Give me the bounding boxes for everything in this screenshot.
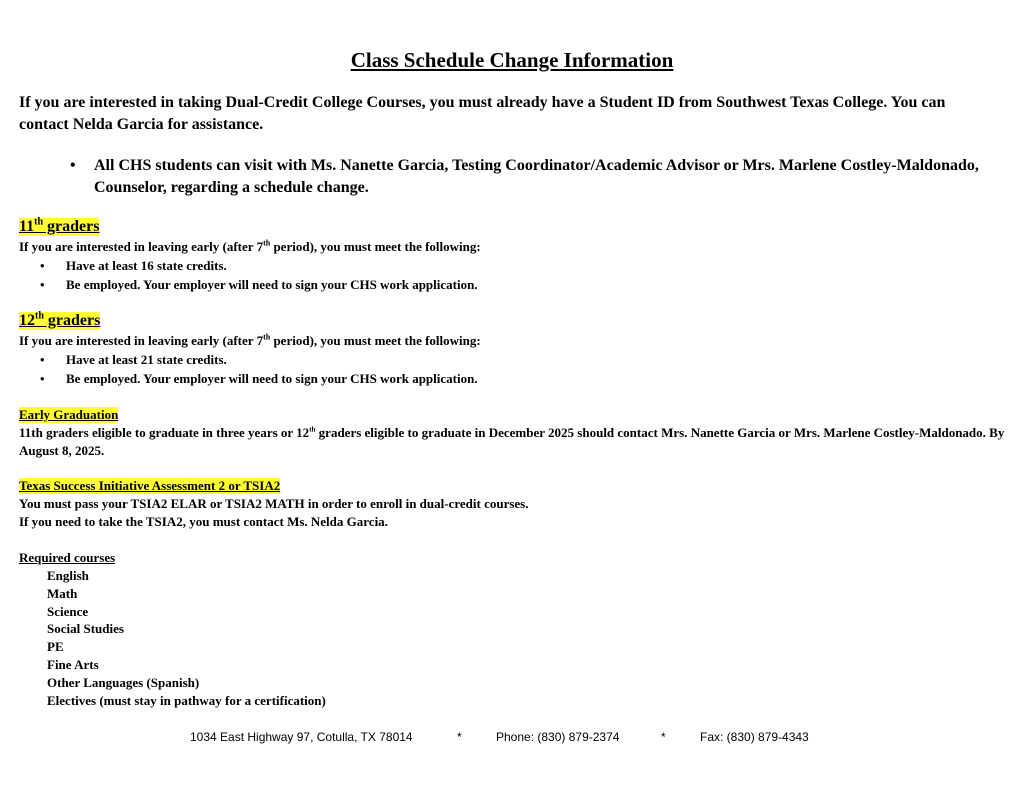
grade12-bullet-employed: • Be employed. Your employer will need to sign your CHS work application.	[40, 371, 478, 386]
grade11-bullet-employed: • Be employed. Your employer will need to sign your CHS work application.	[40, 277, 478, 292]
course-social-studies: Social Studies	[47, 621, 124, 637]
grade12-bullet-credits: • Have at least 21 state credits.	[40, 352, 227, 367]
tsia2-line-2: If you need to take the TSIA2, you must contact Ms. Nelda Garcia.	[19, 514, 388, 529]
course-pe: PE	[47, 639, 64, 655]
early-graduation-heading: Early Graduation	[19, 407, 119, 422]
schedule-change-text: All CHS students can visit with Ms. Nanette Garcia, Testing Coordinator/Academic Advisor or Mrs. Marlene Costley-Maldonado, Counselor, regarding a schedule change.	[94, 157, 979, 196]
course-other-languages: Other Languages (Spanish)	[47, 674, 200, 690]
grade12-requirement-line: If you are interested in leaving early (after 7th period), you must meet the following:	[19, 332, 481, 348]
early-graduation-text: 11th graders eligible to graduate in three years or 12th graders eligible to graduate in December 2025 should contact Mrs. Nanette Garcia or Mrs. Marlene Costley-Maldonado. By August 8, 2025.	[19, 425, 1005, 458]
required-courses-heading: Required courses	[19, 550, 116, 565]
course-math: Math	[47, 585, 78, 601]
page-title: Class Schedule Change Information	[350, 48, 674, 72]
grade12-heading: 12th graders	[19, 310, 101, 329]
footer-separator: *	[661, 730, 666, 744]
tsia2-heading: Texas Success Initiative Assessment 2 or TSIA2	[19, 478, 281, 493]
footer-separator: *	[457, 730, 462, 744]
bullet-icon: •	[40, 277, 45, 292]
bullet-icon: •	[70, 157, 76, 174]
required-courses-list	[47, 567, 326, 709]
course-science: Science	[47, 603, 89, 619]
intro-paragraph: If you are interested in taking Dual-Credit College Courses, you must already have a Student ID from Southwest Texas College. You can contact Nelda Garcia for assistance.	[19, 94, 946, 133]
bullet-icon: •	[40, 352, 45, 367]
footer-phone: Phone: (830) 879-2374	[496, 730, 620, 744]
grade11-heading: 11th graders	[19, 216, 100, 235]
course-english: English	[47, 568, 89, 583]
bullet-icon: •	[40, 371, 45, 386]
bullet-icon: •	[40, 258, 45, 273]
course-electives: Electives (must stay in pathway for a certification)	[47, 692, 326, 708]
footer-address: 1034 East Highway 97, Cotulla, TX 78014	[190, 730, 413, 744]
tsia2-line-1: You must pass your TSIA2 ELAR or TSIA2 MATH in order to enroll in dual-credit courses.	[19, 496, 529, 511]
schedule-change-bullet	[70, 155, 1010, 199]
course-fine-arts: Fine Arts	[47, 656, 99, 672]
grade11-requirement-line: If you are interested in leaving early (after 7th period), you must meet the following:	[19, 238, 481, 254]
footer-fax: Fax: (830) 879-4343	[700, 730, 809, 744]
grade11-bullet-credits: • Have at least 16 state credits.	[40, 258, 227, 273]
